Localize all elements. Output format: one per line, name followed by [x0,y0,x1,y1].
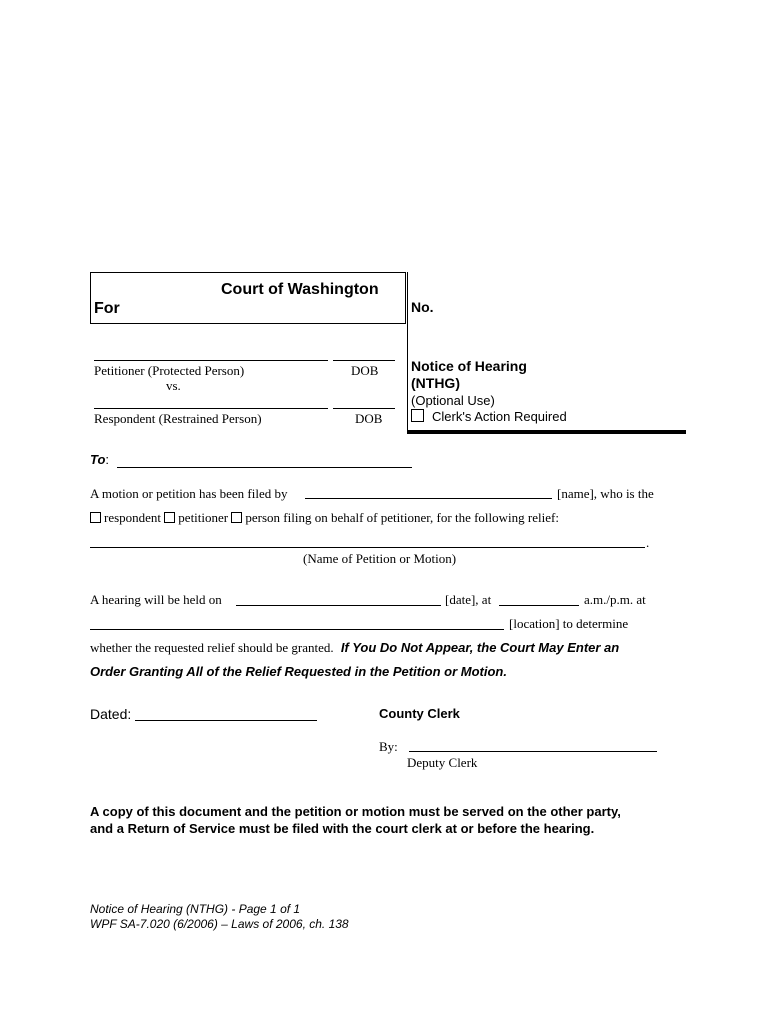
petitioner-label: Petitioner (Protected Person) [94,363,245,378]
footer-form-code: WPF SA-7.020 (6/2006) – Laws of 2006, ch. 138 [90,917,349,931]
by-label: By: [379,739,398,754]
caption-thick-rule [407,430,686,434]
hearing-time-label: a.m./p.m. at [584,592,646,607]
document-code: (NTHG) [411,375,460,391]
respondent-option-label: respondent [104,510,162,525]
county-clerk-label: County Clerk [379,706,460,721]
to-row [90,452,109,467]
filer-name-field[interactable] [305,498,552,499]
clerk-action-label: Clerk's Action Required [432,409,567,424]
to-colon: : [105,452,110,467]
for-label: For [94,300,120,317]
relief-field[interactable] [90,547,645,548]
hearing-start: A hearing will be held on [90,592,222,607]
court-title: Court of Washington [221,281,379,298]
hearing-date-field[interactable] [236,605,441,606]
footer-page-info: Notice of Hearing (NTHG) - Page 1 of 1 [90,902,301,916]
relief-period: . [646,535,650,550]
hearing-date-label: [date], at [445,592,492,607]
petition-name-caption: (Name of Petition or Motion) [303,551,457,566]
warning-line-2: Order Granting All of the Relief Requested in the Petition or Motion. [90,664,507,679]
dated-field[interactable] [135,720,317,721]
dated-label: Dated: [90,706,132,722]
petitioner-option-label: petitioner [178,510,229,525]
hearing-time-field[interactable] [499,605,579,606]
location-label: [location] to determine [509,616,629,631]
respondent-label: Respondent (Restrained Person) [94,411,262,426]
petitioner-dob-line [333,360,395,361]
whether-row [90,640,619,656]
service-notice-line-2: and a Return of Service must be filed with the court clerk at or before the hearing. [90,821,595,836]
to-field[interactable] [117,467,412,468]
respondent-dob-line [333,408,395,409]
behalf-option-label: person filing on behalf of petitioner, for the following relief: [245,510,559,525]
deputy-clerk-label: Deputy Clerk [407,755,478,770]
filer-role-row [90,510,559,526]
versus-label: vs. [166,378,181,393]
petitioner-checkbox[interactable] [164,512,175,523]
service-notice-line-1: A copy of this document and the petition or motion must be served on the other party, [90,804,621,819]
warning-line-1: If You Do Not Appear, the Court May Enter an [340,640,620,655]
respondent-dob-label: DOB [355,411,383,426]
petitioner-dob-label: DOB [351,363,379,378]
caption-divider [407,272,408,432]
clerk-action-row [411,409,567,424]
respondent-checkbox[interactable] [90,512,101,523]
case-number-label: No. [411,299,434,315]
deputy-signature-field[interactable] [409,751,657,752]
petitioner-line [94,360,328,361]
motion-line-start: A motion or petition has been filed by [90,486,288,501]
respondent-line [94,408,328,409]
motion-line-end: [name], who is the [557,486,654,501]
hearing-location-field[interactable] [90,629,504,630]
document-title: Notice of Hearing [411,358,527,374]
behalf-checkbox[interactable] [231,512,242,523]
optional-use-label: (Optional Use) [411,393,495,408]
clerk-action-checkbox[interactable] [411,409,424,422]
whether-text: whether the requested relief should be granted. [90,640,334,655]
to-label: To [90,452,106,467]
